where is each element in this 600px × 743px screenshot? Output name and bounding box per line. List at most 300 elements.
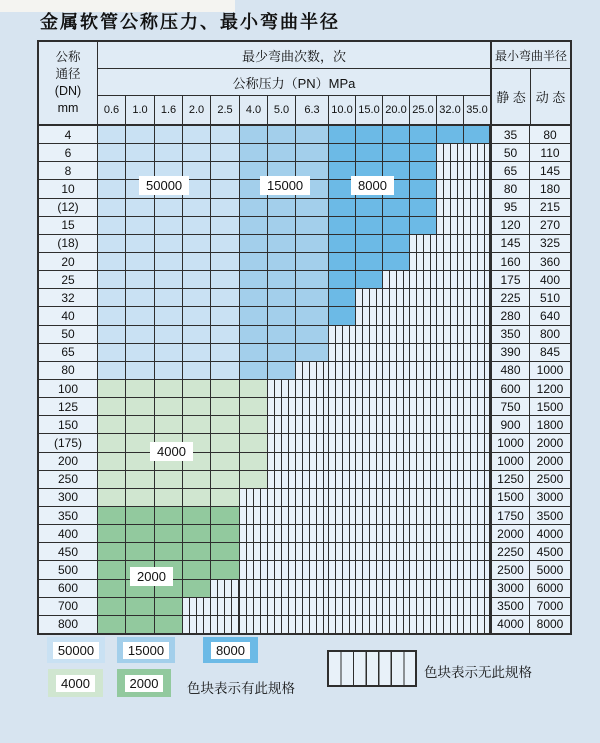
cycle-cell (98, 543, 126, 560)
cycle-cell (126, 543, 155, 560)
cycle-cell (98, 326, 126, 343)
cycle-cell (464, 616, 490, 633)
dn-cell: 80 (39, 362, 98, 379)
table-row (39, 289, 570, 307)
cycle-cell (410, 434, 437, 451)
dn-cell: 250 (39, 471, 98, 488)
cycle-cell (464, 126, 490, 143)
dn-cell: 600 (39, 580, 98, 597)
dynamic-radius-cell: 145 (530, 162, 570, 179)
cycle-cell (356, 598, 383, 615)
cycle-cell (383, 144, 410, 161)
cycle-cell (268, 561, 296, 578)
cycle-cell (329, 289, 356, 306)
cycle-cell (268, 362, 296, 379)
cycle-cell (437, 616, 464, 633)
cycle-cell (464, 416, 490, 433)
cycle-cell (98, 362, 126, 379)
cycle-cell (240, 471, 268, 488)
cycle-cell (329, 217, 356, 234)
cycle-cell (383, 344, 410, 361)
cycle-cell (240, 580, 268, 597)
cycle-cell (211, 561, 240, 578)
cycle-cell (410, 616, 437, 633)
cycle-cell (98, 616, 126, 633)
cycle-cell (98, 344, 126, 361)
cycle-cell (437, 199, 464, 216)
cycle-cell (410, 307, 437, 324)
cycle-cell (98, 307, 126, 324)
cycle-cell (240, 362, 268, 379)
cycle-cell (329, 126, 356, 143)
dynamic-radius-cell: 270 (530, 217, 570, 234)
cycle-cell (356, 289, 383, 306)
cycle-cell (383, 507, 410, 524)
static-radius-cell: 4000 (490, 616, 530, 633)
cycle-cell (98, 398, 126, 415)
cycle-cell (356, 561, 383, 578)
cycle-cell (464, 561, 490, 578)
dynamic-radius-cell: 3500 (530, 507, 570, 524)
cycle-cell (296, 434, 329, 451)
cycle-region-label: 50000 (139, 176, 189, 195)
cycle-cell (211, 199, 240, 216)
cycle-cell (126, 525, 155, 542)
table-row (39, 271, 570, 289)
cycle-cell (155, 326, 183, 343)
cycle-cell (183, 616, 211, 633)
cycle-cell (240, 453, 268, 470)
cycle-cell (211, 380, 240, 397)
static-radius-cell: 3000 (490, 580, 530, 597)
cycle-cell (211, 543, 240, 560)
cycle-cell (296, 416, 329, 433)
cycle-cell (329, 543, 356, 560)
cycle-cell (155, 471, 183, 488)
cycle-cell (437, 271, 464, 288)
pn-column-header: 2.0 (183, 96, 211, 124)
cycle-cell (211, 616, 240, 633)
pn-column-header: 20.0 (383, 96, 410, 124)
dn-cell: 25 (39, 271, 98, 288)
cycle-cell (240, 507, 268, 524)
cycle-cell (356, 543, 383, 560)
cycle-cell (268, 416, 296, 433)
cycle-cell (155, 616, 183, 633)
cycle-cell (383, 525, 410, 542)
static-radius-cell: 160 (490, 253, 530, 270)
cycle-cell (296, 398, 329, 415)
cycle-cell (98, 126, 126, 143)
dn-cell: 125 (39, 398, 98, 415)
legend-has-spec-text: 色块表示有此规格 (187, 681, 295, 696)
cycle-cell (126, 271, 155, 288)
cycle-cell (98, 253, 126, 270)
radius-header-block (490, 42, 570, 124)
static-header: 静 态 (492, 69, 531, 124)
cycle-cell (329, 561, 356, 578)
pn-column-header: 0.6 (98, 96, 126, 124)
cycle-cell (383, 199, 410, 216)
cycle-cell (183, 126, 211, 143)
cycle-cell (183, 598, 211, 615)
cycle-cell (437, 434, 464, 451)
dn-header-line: (DN) (54, 84, 82, 98)
cycle-cell (437, 289, 464, 306)
cycle-cell (410, 453, 437, 470)
cycle-cell (410, 217, 437, 234)
cycle-cell (464, 525, 490, 542)
cycle-cell (98, 507, 126, 524)
cycle-cell (211, 326, 240, 343)
dynamic-radius-cell: 80 (530, 126, 570, 143)
cycle-cell (437, 598, 464, 615)
cycle-cell (126, 289, 155, 306)
dn-cell: 350 (39, 507, 98, 524)
cycle-cell (268, 616, 296, 633)
cycle-cell (464, 453, 490, 470)
cycle-cell (410, 326, 437, 343)
cycle-cell (383, 543, 410, 560)
legend-swatch-label: 2000 (125, 675, 164, 692)
cycle-cell (155, 307, 183, 324)
cycle-cell (329, 144, 356, 161)
cycle-cell (268, 326, 296, 343)
cycle-cell (437, 416, 464, 433)
dn-cell: 450 (39, 543, 98, 560)
static-radius-cell: 1000 (490, 453, 530, 470)
cycle-cell (155, 235, 183, 252)
cycle-cell (240, 398, 268, 415)
cycle-cell (155, 253, 183, 270)
cycle-cell (464, 362, 490, 379)
cycle-cell (464, 344, 490, 361)
cycle-cell (329, 380, 356, 397)
cycle-cell (183, 253, 211, 270)
cycle-cell (410, 471, 437, 488)
table-row (39, 416, 570, 434)
cycle-cell (268, 253, 296, 270)
cycle-cell (268, 126, 296, 143)
cycle-cell (464, 598, 490, 615)
legend-swatch-50000 (47, 637, 105, 663)
pn-column-header: 1.6 (155, 96, 183, 124)
cycle-cell (437, 580, 464, 597)
static-radius-cell: 65 (490, 162, 530, 179)
pn-column-header: 6.3 (296, 96, 329, 124)
cycle-cell (183, 543, 211, 560)
pn-column-header: 35.0 (466, 104, 488, 116)
cycle-cell (211, 598, 240, 615)
cycle-cell (329, 580, 356, 597)
cycle-cell (410, 398, 437, 415)
cycle-cell (437, 380, 464, 397)
dn-cell: 50 (39, 326, 98, 343)
static-radius-cell: 1250 (490, 471, 530, 488)
table-row (39, 398, 570, 416)
pn-column-header: 2.5 (211, 96, 240, 124)
cycle-cell (329, 344, 356, 361)
cycle-cell (356, 344, 383, 361)
cycle-cell (296, 580, 329, 597)
static-radius-cell: 750 (490, 398, 530, 415)
dn-cell: 700 (39, 598, 98, 615)
cycle-cell (268, 289, 296, 306)
cycle-cell (437, 507, 464, 524)
cycle-cell (464, 271, 490, 288)
cycle-cell (410, 235, 437, 252)
static-radius-cell: 35 (490, 126, 530, 143)
cycle-cell (356, 326, 383, 343)
cycle-cell (155, 217, 183, 234)
cycle-cell (126, 489, 155, 506)
cycle-cell (464, 489, 490, 506)
cycle-cell (410, 144, 437, 161)
cycle-cell (268, 271, 296, 288)
static-radius-cell: 2500 (490, 561, 530, 578)
legend-no-spec-sample (327, 650, 417, 687)
static-radius-cell: 390 (490, 344, 530, 361)
cycle-cell (240, 344, 268, 361)
cycle-cell (183, 307, 211, 324)
cycle-cell (155, 507, 183, 524)
dynamic-radius-cell: 2000 (530, 434, 570, 451)
cycle-cell (126, 199, 155, 216)
cycle-cell (240, 307, 268, 324)
cycle-cell (211, 271, 240, 288)
cycle-cell (437, 398, 464, 415)
cycle-cell (211, 289, 240, 306)
cycle-cell (240, 489, 268, 506)
dynamic-header: 动 态 (535, 90, 566, 105)
cycle-cell (464, 434, 490, 451)
cycle-cell (126, 307, 155, 324)
dn-cell: 6 (39, 144, 98, 161)
cycle-cell (437, 217, 464, 234)
cycle-cell (329, 525, 356, 542)
cycle-cell (410, 253, 437, 270)
cycle-cell (329, 253, 356, 270)
pn-column-header: 15.0 (356, 96, 383, 124)
dynamic-radius-cell: 5000 (530, 561, 570, 578)
cycle-cell (410, 580, 437, 597)
cycle-cell (464, 217, 490, 234)
cycle-cell (183, 398, 211, 415)
cycle-cell (410, 199, 437, 216)
cycle-cell (211, 126, 240, 143)
cycle-cell (268, 217, 296, 234)
cycle-cell (268, 344, 296, 361)
legend-swatch-8000 (203, 637, 258, 663)
cycle-cell (356, 380, 383, 397)
cycle-cell (155, 598, 183, 615)
cycle-cell (155, 289, 183, 306)
legend-swatch-label: 15000 (123, 642, 169, 659)
static-radius-cell: 280 (490, 307, 530, 324)
cycle-cell (464, 471, 490, 488)
dynamic-radius-cell: 1200 (530, 380, 570, 397)
dynamic-radius-cell: 3000 (530, 489, 570, 506)
cycle-cell (211, 344, 240, 361)
cycle-cell (268, 144, 296, 161)
cycle-cell (155, 126, 183, 143)
cycle-cell (211, 471, 240, 488)
cycle-cell (183, 416, 211, 433)
static-radius-cell: 2000 (490, 525, 530, 542)
cycle-cell (329, 598, 356, 615)
dn-cell: 20 (39, 253, 98, 270)
cycle-cell (356, 489, 383, 506)
cycle-cell (383, 217, 410, 234)
pn-column-header: 5.0 (268, 96, 296, 124)
cycle-cell (126, 253, 155, 270)
pn-column-header: 10.0 (329, 96, 356, 124)
static-radius-cell: 480 (490, 362, 530, 379)
table-row (39, 362, 570, 380)
cycle-cell (183, 326, 211, 343)
table-row (39, 344, 570, 362)
table-row (39, 616, 570, 633)
cycle-cell (464, 289, 490, 306)
cycle-cell (155, 344, 183, 361)
cycle-cell (296, 543, 329, 560)
table-row (39, 307, 570, 325)
cycle-cell (329, 416, 356, 433)
cycle-cell (98, 271, 126, 288)
cycle-cell (98, 380, 126, 397)
dynamic-radius-cell: 800 (530, 326, 570, 343)
static-radius-cell: 80 (490, 180, 530, 197)
cycle-cell (155, 489, 183, 506)
cycle-cell (464, 162, 490, 179)
static-radius-cell: 1500 (490, 489, 530, 506)
cycle-cell (98, 217, 126, 234)
table-row (39, 380, 570, 398)
cycle-cell (464, 507, 490, 524)
cycle-cell (268, 525, 296, 542)
static-radius-cell: 1000 (490, 434, 530, 451)
cycle-cell (98, 525, 126, 542)
cycle-cell (383, 380, 410, 397)
cycle-cell (183, 561, 211, 578)
cycle-cell (211, 434, 240, 451)
cycle-cell (155, 362, 183, 379)
cycle-cell (296, 289, 329, 306)
dynamic-radius-cell: 1000 (530, 362, 570, 379)
table-row (39, 235, 570, 253)
radius-header: 最小弯曲半径 (492, 42, 570, 69)
cycle-cell (464, 326, 490, 343)
cycle-cell (240, 416, 268, 433)
cycle-cell (183, 362, 211, 379)
cycle-cell (126, 471, 155, 488)
cycle-cell (183, 380, 211, 397)
cycle-cell (183, 471, 211, 488)
cycle-cell (329, 271, 356, 288)
cycle-cell (183, 580, 211, 597)
cycle-cell (464, 380, 490, 397)
static-radius-cell: 95 (490, 199, 530, 216)
cycle-cell (183, 289, 211, 306)
cycle-cell (464, 180, 490, 197)
cycle-cell (296, 271, 329, 288)
cycle-cell (410, 489, 437, 506)
bend-times-header: 最少弯曲次数，次 (98, 42, 490, 69)
cycle-cell (126, 344, 155, 361)
cycle-cell (383, 326, 410, 343)
cycle-cell (437, 126, 464, 143)
cycle-cell (126, 362, 155, 379)
dynamic-radius-cell: 180 (530, 180, 570, 197)
cycle-cell (464, 199, 490, 216)
cycle-cell (410, 380, 437, 397)
cycle-cell (329, 398, 356, 415)
cycle-cell (155, 199, 183, 216)
table-row (39, 561, 570, 579)
cycle-cell (296, 561, 329, 578)
cycle-cell (356, 616, 383, 633)
cycle-region-label: 15000 (260, 176, 310, 195)
cycle-cell (126, 598, 155, 615)
cycle-cell (126, 235, 155, 252)
cycle-cell (356, 434, 383, 451)
cycle-cell (268, 235, 296, 252)
table-row (39, 598, 570, 616)
static-radius-cell: 145 (490, 235, 530, 252)
dn-cell: 500 (39, 561, 98, 578)
cycle-cell (437, 561, 464, 578)
cycle-cell (410, 543, 437, 560)
cycle-cell (329, 507, 356, 524)
cycle-cell (410, 180, 437, 197)
cycle-cell (464, 307, 490, 324)
table-row (39, 253, 570, 271)
cycle-cell (240, 561, 268, 578)
cycle-cell (437, 307, 464, 324)
cycle-cell (268, 598, 296, 615)
cycle-region-label: 2000 (130, 567, 173, 586)
cycle-cell (98, 180, 126, 197)
dn-cell: 10 (39, 180, 98, 197)
cycle-cell (410, 561, 437, 578)
cycle-cell (356, 271, 383, 288)
cycle-cell (356, 235, 383, 252)
cycle-cell (437, 253, 464, 270)
dynamic-radius-cell: 510 (530, 289, 570, 306)
dn-cell: 4 (39, 126, 98, 143)
cycle-cell (240, 434, 268, 451)
cycle-cell (383, 489, 410, 506)
cycle-cell (240, 217, 268, 234)
cycle-cell (240, 126, 268, 143)
dynamic-radius-cell: 325 (530, 235, 570, 252)
cycle-cell (240, 616, 268, 633)
cycle-cell (98, 162, 126, 179)
dynamic-radius-cell: 640 (530, 307, 570, 324)
cycle-cell (464, 398, 490, 415)
dn-cell: 32 (39, 289, 98, 306)
cycle-cell (296, 362, 329, 379)
cycle-cell (410, 162, 437, 179)
table-row (39, 199, 570, 217)
cycle-cell (98, 289, 126, 306)
cycle-cell (383, 580, 410, 597)
table-row (39, 525, 570, 543)
dn-cell: 100 (39, 380, 98, 397)
cycle-cell (356, 471, 383, 488)
static-radius-cell: 50 (490, 144, 530, 161)
cycle-cell (296, 380, 329, 397)
